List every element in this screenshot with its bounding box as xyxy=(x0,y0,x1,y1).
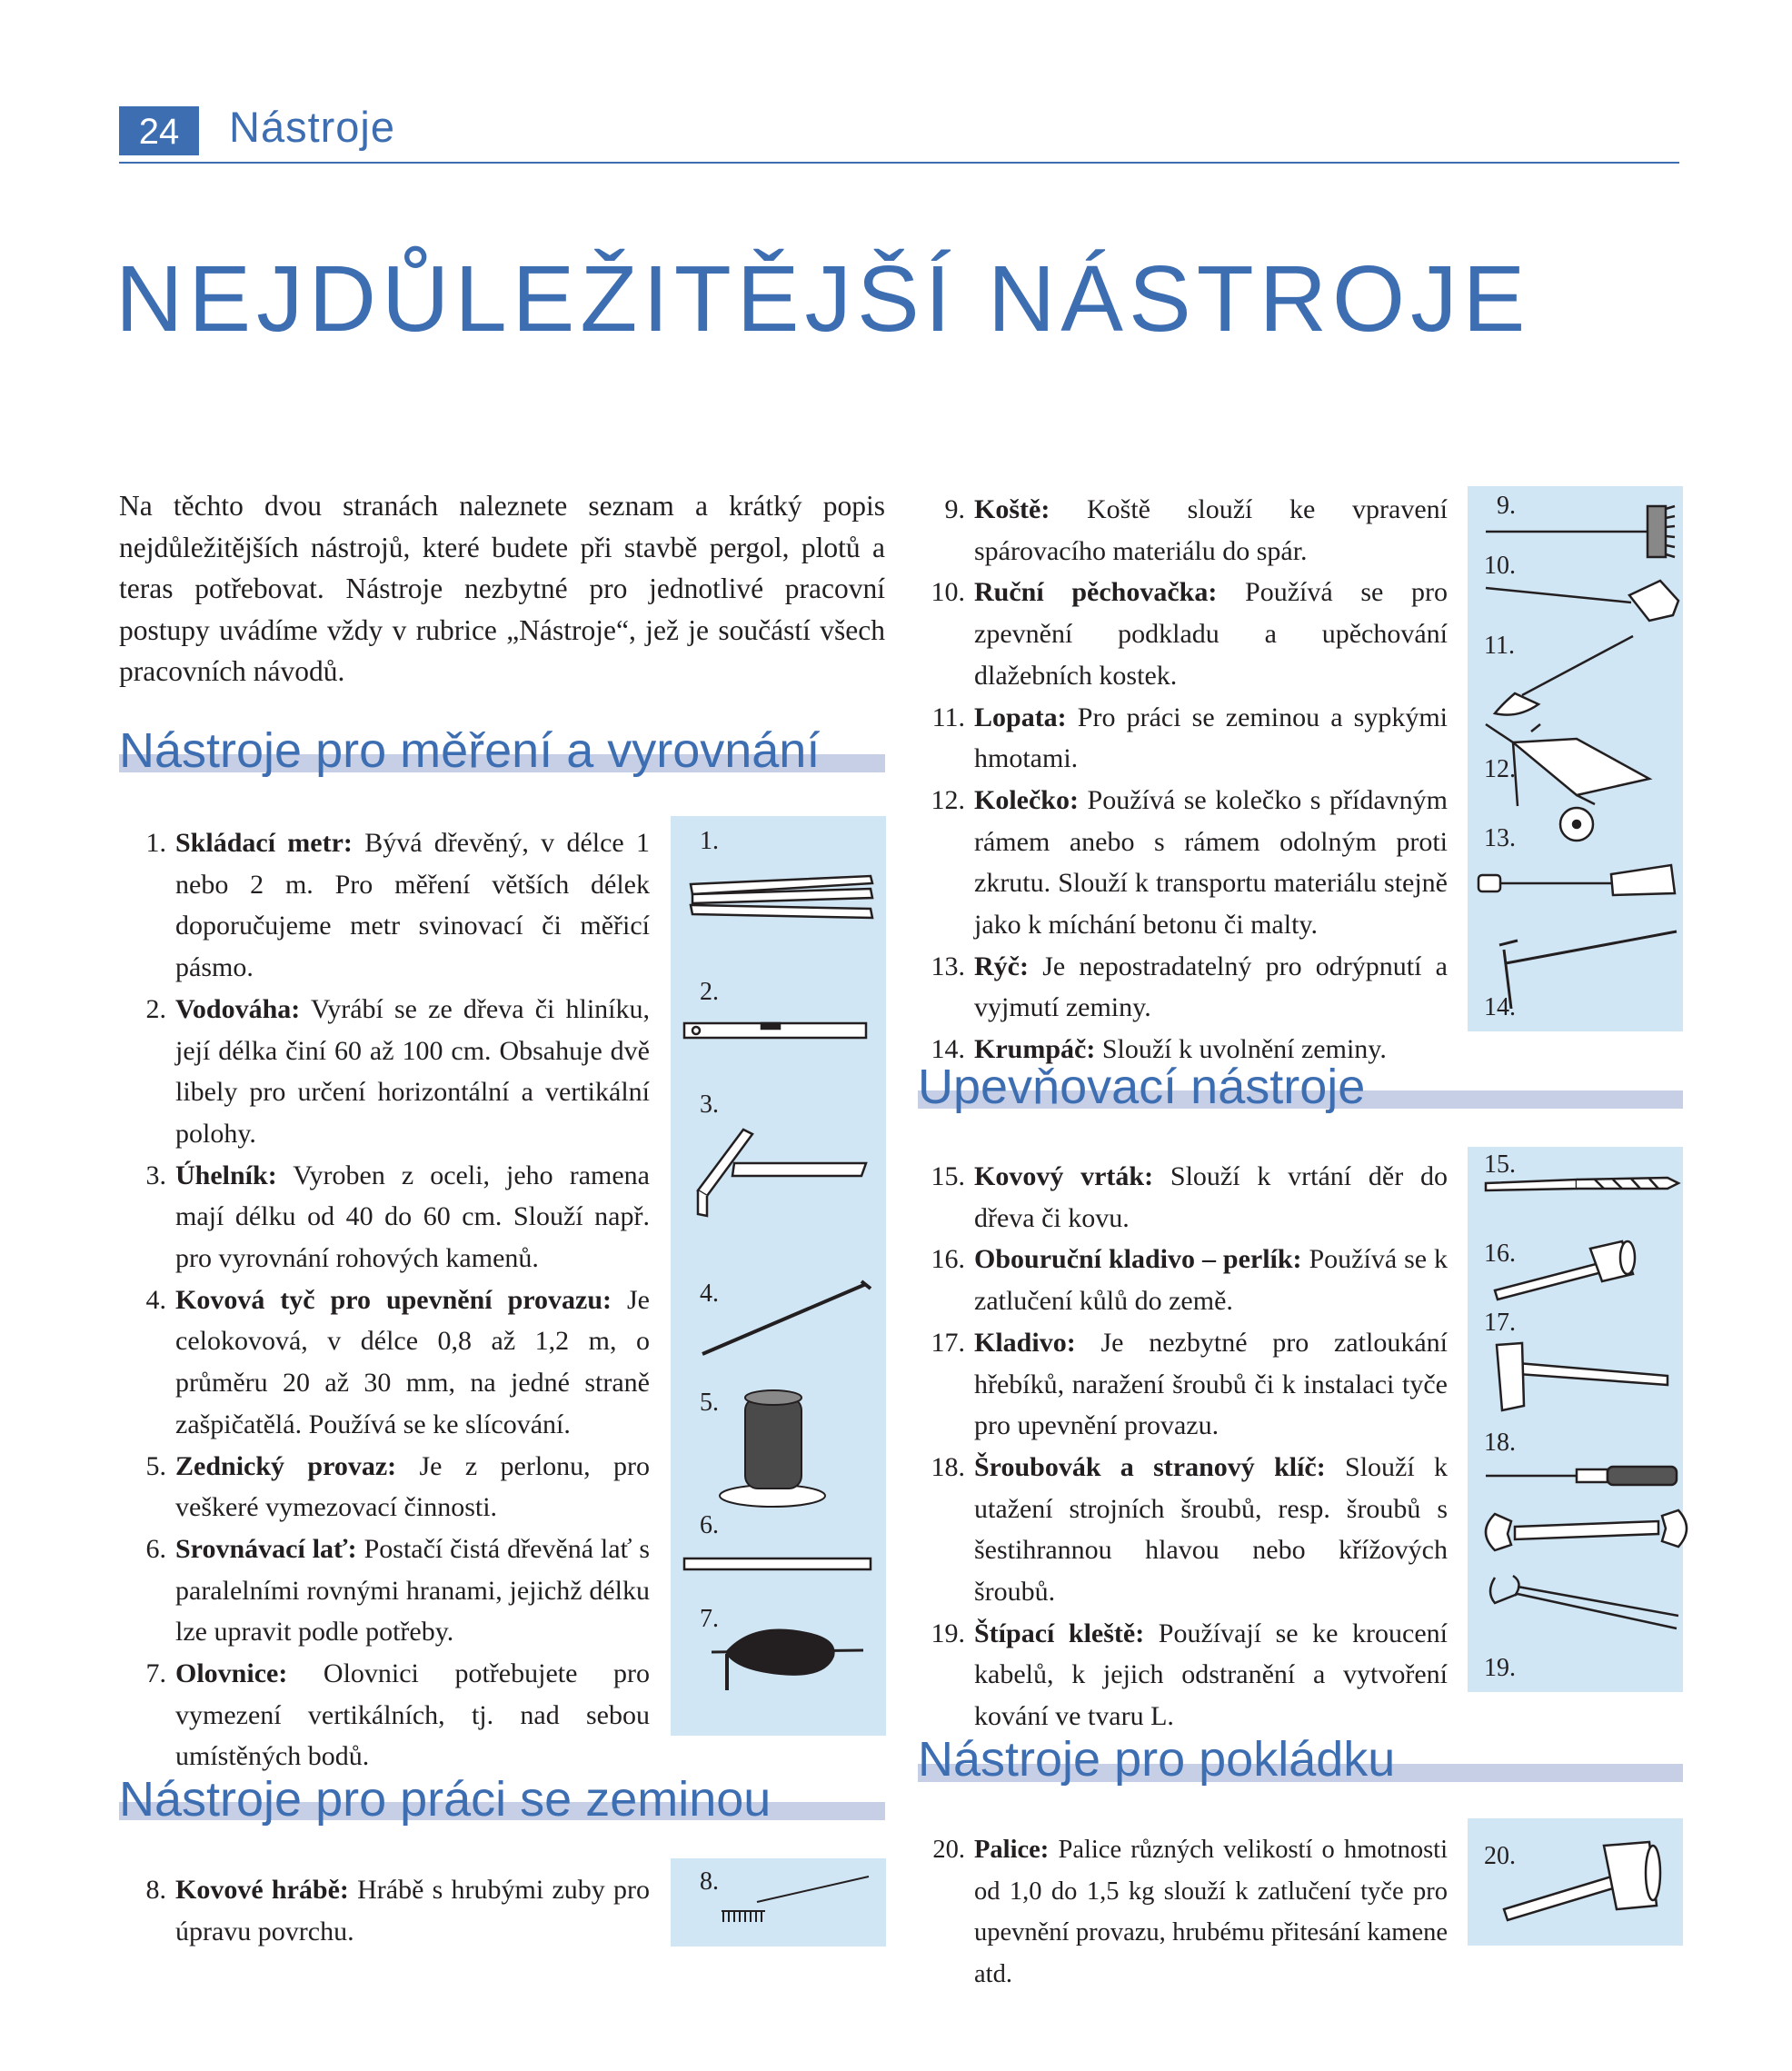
tool-desc: Palice různých velikostí o hmotnosti od 1,0 do 1,5 kg slouží k zatlučení tyče pro upevnění provazu, hrubému přitesání kamene atd. xyxy=(974,1836,1448,1989)
figure-box-earthwork-cont: 9. 10. 11. 12. 13. 14. xyxy=(1468,486,1683,1031)
tool-desc: Olovnici potřebujete pro vymezení vertikálních, tj. nad sebou umístěných bodů. xyxy=(175,1658,650,1772)
tool-name: Koště: xyxy=(974,494,1050,524)
broom-icon xyxy=(1486,506,1675,557)
wrench-icon xyxy=(1486,1510,1687,1550)
tool-name: Kladivo: xyxy=(974,1327,1076,1358)
tool-name: Kolečko: xyxy=(974,784,1079,815)
tool-name: Zednický provaz: xyxy=(175,1450,397,1481)
header-rule xyxy=(119,162,1679,164)
tool-name: Srovnávací lať: xyxy=(175,1533,357,1564)
section-heading-measuring: Nástroje pro měření a vyrovnání xyxy=(119,723,821,778)
list-item: 12. Kolečko: Používá se kolečko s přídavným rámem anebo s rámem odolným proti zkrutu. Slouží k transportu materiálu stejně jako k míchání betonu či malty. xyxy=(931,784,1448,941)
tool-name: Skládací metr: xyxy=(175,828,353,858)
tool-name: Kovový vrták: xyxy=(974,1161,1154,1191)
pickaxe-icon xyxy=(1499,931,1677,1009)
shovel-icon xyxy=(1495,636,1633,715)
figure-box-earthwork: 8. xyxy=(671,1858,886,1947)
tool-desc: Je z perlonu, pro veškeré vymezovací činnosti. xyxy=(175,1450,651,1523)
intro-paragraph: Na těchto dvou stranách naleznete seznam a krátký popis nejdůležitějších nástrojů, které budete při stavbě pergol, plotů a teras potřebovat. Nástroje nezbytné pro jednotlivé pracovní postupy uvádíme vždy v rubrice „Nástroje“, jež je součástí všech pracovních návodů. xyxy=(119,490,885,687)
list-item: 5. Zednický provaz: Je z perlonu, pro veškeré vymezovací činnosti. xyxy=(145,1450,651,1523)
tool-name: Ruční pěchovačka: xyxy=(974,577,1218,608)
list-item: 11. Lopata: Pro práci se zeminou a sypkými hmotami. xyxy=(931,702,1448,774)
try-square-icon xyxy=(698,1130,866,1216)
tool-desc: Je celokovová, v délce 0,8 až 1,2 m, o průměru 20 až 30 mm, na jedné straně zašpičatělá. Používá se ke slícování. xyxy=(175,1284,650,1439)
list-item: 20. Palice: Palice různých velikostí o hmotnosti od 1,0 do 1,5 kg slouží k zatlučení tyče pro upevnění provazu, hrubému přitesání kamene atd. xyxy=(932,1836,1448,1989)
list-item: 3. Úhelník: Vyroben z oceli, jeho ramena mají délku od 40 do 60 cm. Slouží např. pro vyrovnání rohových kamenů. xyxy=(145,1160,650,1274)
list-item: 1. Skládací metr: Bývá dřevěný, v délce 1 nebo 2 m. Pro měření větších délek doporučujeme metr svinovací či měřicí pásmo. xyxy=(145,828,651,983)
tool-desc: Vyrábí se ze dřeva či hliníku, její délka činí 60 až 100 cm. Obsahuje dvě libely pro určení horizontální a vertikální polohy. xyxy=(175,993,650,1149)
straightedge-icon xyxy=(684,1558,871,1569)
section-heading-earthwork: Nástroje pro práci se zeminou xyxy=(119,1772,772,1827)
rake-icon xyxy=(722,1877,869,1922)
spade-icon xyxy=(1478,865,1675,895)
tool-desc: Používá se pro zpevnění podkladu a upěchování dlažebních kostek. xyxy=(974,577,1448,691)
spirit-level-icon xyxy=(684,1023,866,1038)
figure-box-measuring: 1. 2. 3. 4. 5. 6. 7. xyxy=(671,816,886,1736)
screwdriver-icon xyxy=(1486,1467,1677,1485)
list-item: 14. Krumpáč: Slouží k uvolnění zeminy. xyxy=(931,1034,1387,1065)
tool-desc: Slouží k utažení strojních šroubů, resp. šroubů s šestihrannou hlavou nebo křížových šroubů. xyxy=(974,1451,1448,1608)
list-item: 7. Olovnice: Olovnici potřebujete pro vymezení vertikálních, tj. nad sebou umístěných bodů. xyxy=(145,1658,650,1772)
tool-list-measuring xyxy=(119,822,650,1777)
tool-list-earthwork xyxy=(119,1869,650,1952)
list-item: 19. Štípací kleště: Používají se ke kroucení kabelů, k jejich odstranění a vytvoření kování ve tvaru L. xyxy=(931,1618,1448,1732)
mallet-icon xyxy=(1504,1842,1660,1920)
running-title: Nástroje xyxy=(229,103,396,151)
tool-desc: Vyroben z oceli, jeho ramena mají délku od 40 do 60 cm. Slouží např. pro vyrovnání rohových kamenů. xyxy=(175,1160,650,1274)
tool-name: Šroubovák a stranový klíč: xyxy=(974,1451,1326,1482)
tool-desc: Bývá dřevěný, v délce 1 nebo 2 m. Pro měření větších délek doporučujeme metr svinovací či měřicí pásmo. xyxy=(175,828,651,983)
tool-name: Lopata: xyxy=(974,702,1067,732)
list-item: 10. Ruční pěchovačka: Používá se pro zpevnění podkladu a upěchování dlažebních kostek. xyxy=(931,577,1448,691)
figure-box-laying: 20. xyxy=(1468,1818,1683,1946)
plumb-bob-icon xyxy=(712,1628,863,1690)
list-item: 13. Rýč: Je nepostradatelný pro odrýpnutí a vyjmutí zeminy. xyxy=(931,951,1448,1023)
folding-rule-icon xyxy=(691,876,872,918)
section-heading-laying: Nástroje pro pokládku xyxy=(918,1732,1396,1787)
list-item: 17. Kladivo: Je nezbytné pro zatloukání hřebíků, naražení šroubů či k instalaci tyče pro upevnění provazu. xyxy=(931,1327,1448,1441)
list-item: 15. Kovový vrták: Slouží k vrtání děr do dřeva či kovu. xyxy=(931,1161,1448,1233)
list-item: 9. Koště: Koště slouží ke vpravení spárovacího materiálu do spár. xyxy=(944,494,1448,566)
tool-name: Kovové hrábě: xyxy=(175,1875,349,1905)
tool-name: Rýč: xyxy=(974,951,1029,981)
tool-name: Krumpáč: xyxy=(974,1034,1096,1065)
list-item: 16. Obouruční kladivo – perlík: Používá se k zatlučení kůlů do země. xyxy=(931,1244,1448,1317)
tool-desc: Postačí čistá dřevěná lať s paralelními rovnými hranami, jejichž délku lze upravit podle potřeby. xyxy=(175,1533,650,1648)
list-item: 6. Srovnávací lať: Postačí čistá dřevěná lať s paralelními rovnými hranami, jejichž délku lze upravit podle potřeby. xyxy=(145,1533,650,1648)
tool-name: Obouruční kladivo – perlík: xyxy=(974,1244,1302,1275)
tool-list-earthwork-cont xyxy=(918,489,1448,1070)
tool-desc: Hrábě s hrubými zuby pro úpravu povrchu. xyxy=(175,1875,651,1947)
tool-desc: Pro práci se zeminou a sypkými hmotami. xyxy=(974,702,1448,774)
page-title: NEJDŮLEŽITĚJŠÍ NÁSTROJE xyxy=(115,246,1531,351)
list-item: 4. Kovová tyč pro upevnění provazu: Je celokovová, v délce 0,8 až 1,2 m, o průměru 20 až 30 mm, na jedné straně zašpičatělá. Používá se ke slícování. xyxy=(145,1284,650,1439)
page-number: 24 xyxy=(119,106,199,155)
tool-desc: Používá se kolečko s přídavným rámem anebo s rámem odolným proti zkrutu. Slouží k transportu materiálu stejně jako k míchání betonu či malty. xyxy=(974,784,1448,941)
hammer-icon xyxy=(1497,1343,1668,1410)
stake-icon xyxy=(702,1281,871,1354)
tool-desc: Slouží k uvolnění zeminy. xyxy=(1095,1034,1387,1065)
tool-name: Úhelník: xyxy=(175,1160,277,1190)
tool-name: Štípací kleště: xyxy=(974,1618,1145,1648)
hand-tamper-icon xyxy=(1486,581,1678,621)
tool-desc: Slouží k vrtání děr do dřeva či kovu. xyxy=(974,1161,1448,1233)
mason-line-icon xyxy=(720,1390,825,1507)
tool-desc: Používají se ke kroucení kabelů, k jejich odstranění a vytvoření kování ve tvaru L. xyxy=(974,1618,1448,1732)
tool-list-laying xyxy=(918,1829,1448,1996)
tool-name: Kovová tyč pro upevnění provazu: xyxy=(175,1284,612,1315)
drill-bit-icon xyxy=(1486,1178,1678,1190)
pincers-icon xyxy=(1490,1576,1678,1628)
list-item: 18. Šroubovák a stranový klíč: Slouží k utažení strojních šroubů, resp. šroubů s šestihrannou hlavou nebo křížových šroubů. xyxy=(931,1451,1448,1608)
sledgehammer-icon xyxy=(1495,1241,1635,1299)
tool-name: Palice: xyxy=(974,1836,1050,1864)
section-heading-fastening: Upevňovací nástroje xyxy=(918,1060,1366,1114)
tool-list-fastening xyxy=(918,1156,1448,1737)
tool-desc: Používá se k zatlučení kůlů do země. xyxy=(974,1244,1448,1317)
wheelbarrow-icon xyxy=(1486,724,1649,841)
list-item: 8. Kovové hrábě: Hrábě s hrubými zuby pro úpravu povrchu. xyxy=(145,1875,651,1947)
figure-box-fastening: 15. 16. 17. 18. 19. xyxy=(1468,1147,1683,1692)
tool-name: Olovnice: xyxy=(175,1658,288,1689)
tool-desc: Koště slouží ke vpravení spárovacího materiálu do spár. xyxy=(974,494,1448,566)
tool-desc: Je nezbytné pro zatloukání hřebíků, naražení šroubů či k instalaci tyče pro upevnění provazu. xyxy=(974,1327,1448,1441)
tool-name: Vodováha: xyxy=(175,993,301,1024)
tool-desc: Je nepostradatelný pro odrýpnutí a vyjmutí zeminy. xyxy=(974,951,1448,1023)
list-item: 2. Vodováha: Vyrábí se ze dřeva či hliníku, její délka činí 60 až 100 cm. Obsahuje dvě libely pro určení horizontální a vertikální polohy. xyxy=(145,993,650,1149)
